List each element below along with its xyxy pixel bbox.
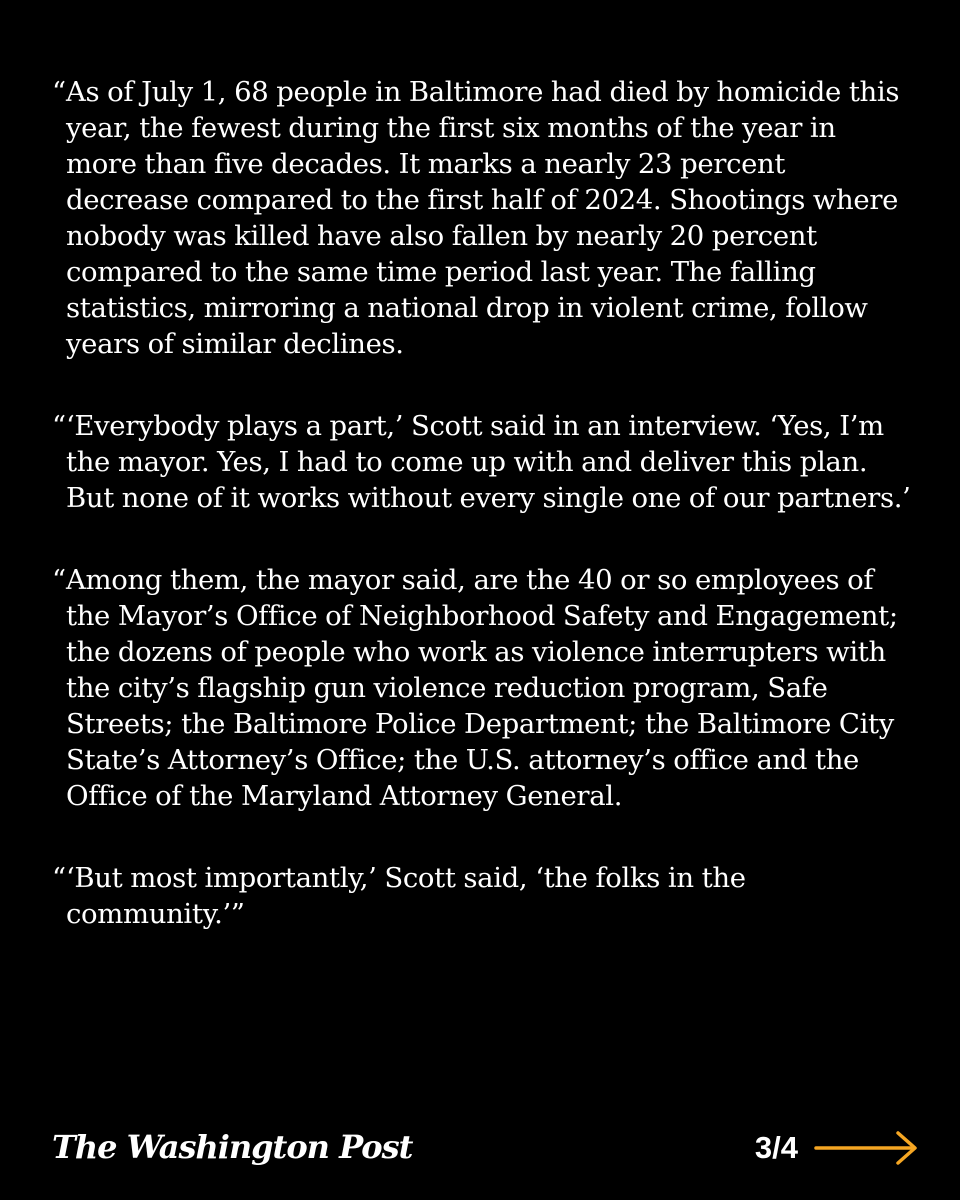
quote-paragraph-3 bbox=[52, 562, 912, 814]
arrow-right-icon[interactable] bbox=[814, 1130, 920, 1166]
quote-text: ‘Everybody plays a part,’ Scott said in an interview. ‘Yes, I’m the mayor. Yes, I had to come up with and deliver this plan. But none of it works without every single one of our partners.’ bbox=[66, 410, 911, 514]
pager bbox=[755, 1130, 920, 1166]
open-quote-mark: “ bbox=[52, 76, 66, 108]
open-quote-mark: “ bbox=[52, 410, 66, 442]
page-indicator: 3/4 bbox=[754, 1130, 798, 1165]
quote-paragraph-1 bbox=[52, 74, 912, 362]
washington-post-logo: The Washington Post bbox=[52, 1128, 413, 1166]
open-quote-mark: “ bbox=[52, 862, 66, 894]
open-quote-mark: “ bbox=[52, 564, 66, 596]
quote-text: As of July 1, 68 people in Baltimore had died by homicide this year, the fewest during the first six months of the year in more than five decades. It marks a nearly 23 percent decrease compared to the first half of 2024. Shootings where nobody was killed have also fallen by nearly 20 percent compared to the same time period last year. The falling statistics, mirroring a national drop in violent crime, follow years of similar declines. bbox=[66, 76, 900, 360]
quote-text: ‘But most importantly,’ Scott said, ‘the folks in the community.’” bbox=[66, 862, 746, 930]
quote-list bbox=[52, 74, 912, 978]
quote-paragraph-4 bbox=[52, 860, 912, 932]
arrow-right-icon-svg bbox=[814, 1130, 920, 1166]
quote-paragraph-2 bbox=[52, 408, 912, 516]
quote-text: Among them, the mayor said, are the 40 or so employees of the Mayor’s Office of Neighborhood Safety and Engagement; the dozens of people who work as violence interrupters with the city’s flagship gun violence reduction program, Safe Streets; the Baltimore Police Department; the Baltimore City State’s Attorney’s Office; the U.S. attorney’s office and the Office of the Maryland Attorney General. bbox=[66, 564, 898, 812]
